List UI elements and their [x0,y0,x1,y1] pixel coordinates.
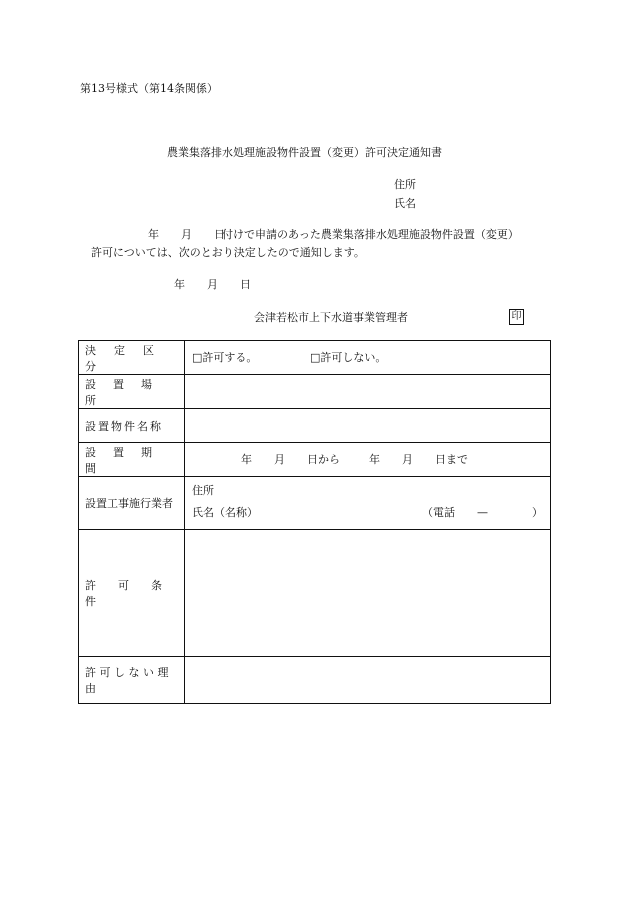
period-to: 年 月 日まで [369,453,468,466]
permit-option: □許可する。 [192,351,258,364]
contractor-row [79,477,550,530]
issue-date: 年 月 日 [174,278,251,291]
denial-reason-label: 許可しない理由 [85,666,172,695]
contractor-phone: （電話 — ） [422,506,543,519]
seal-mark: 印 [509,309,524,325]
form-number: 第13号様式（第14条関係） [80,82,218,95]
period-from: 年 月 日から [241,453,340,466]
recipient-address-label: 住所 [394,178,416,191]
object-name-value [186,409,550,442]
issuer-title: 会津若松市上下水道事業管理者 [254,311,408,324]
location-label: 設置場所 [85,377,169,407]
body-text-line-1: 付けで申請のあった農業集落排水処理施設物件設置（変更） [222,228,519,241]
location-row [79,375,550,409]
conditions-value [186,530,550,656]
location-value [186,375,550,408]
contractor-name-label: 氏名（名称） [192,506,258,519]
object-name-row [79,409,550,443]
deny-option: □許可しない。 [310,351,387,364]
object-name-label: 設置物件名称 [85,419,163,433]
decision-label: 決定区分 [85,343,172,373]
denial-reason-row [79,657,550,703]
period-row [79,443,550,477]
document-title: 農業集落排水処理施設物件設置（変更）許可決定通知書 [167,146,442,159]
conditions-row [79,530,550,657]
body-text-line-2: 許可については、次のとおり決定したので通知します。 [91,246,365,259]
recipient-name-label: 氏名 [394,197,416,210]
contractor-label: 設置工事施行業者 [85,497,173,510]
denial-reason-value [186,657,550,703]
conditions-label: 許可条件 [85,579,184,608]
period-label: 設置期間 [85,445,169,475]
application-date-blank: 年 月 日 [148,228,225,241]
contractor-address-label: 住所 [192,484,214,497]
decision-table [78,340,551,704]
decision-row [79,341,550,375]
